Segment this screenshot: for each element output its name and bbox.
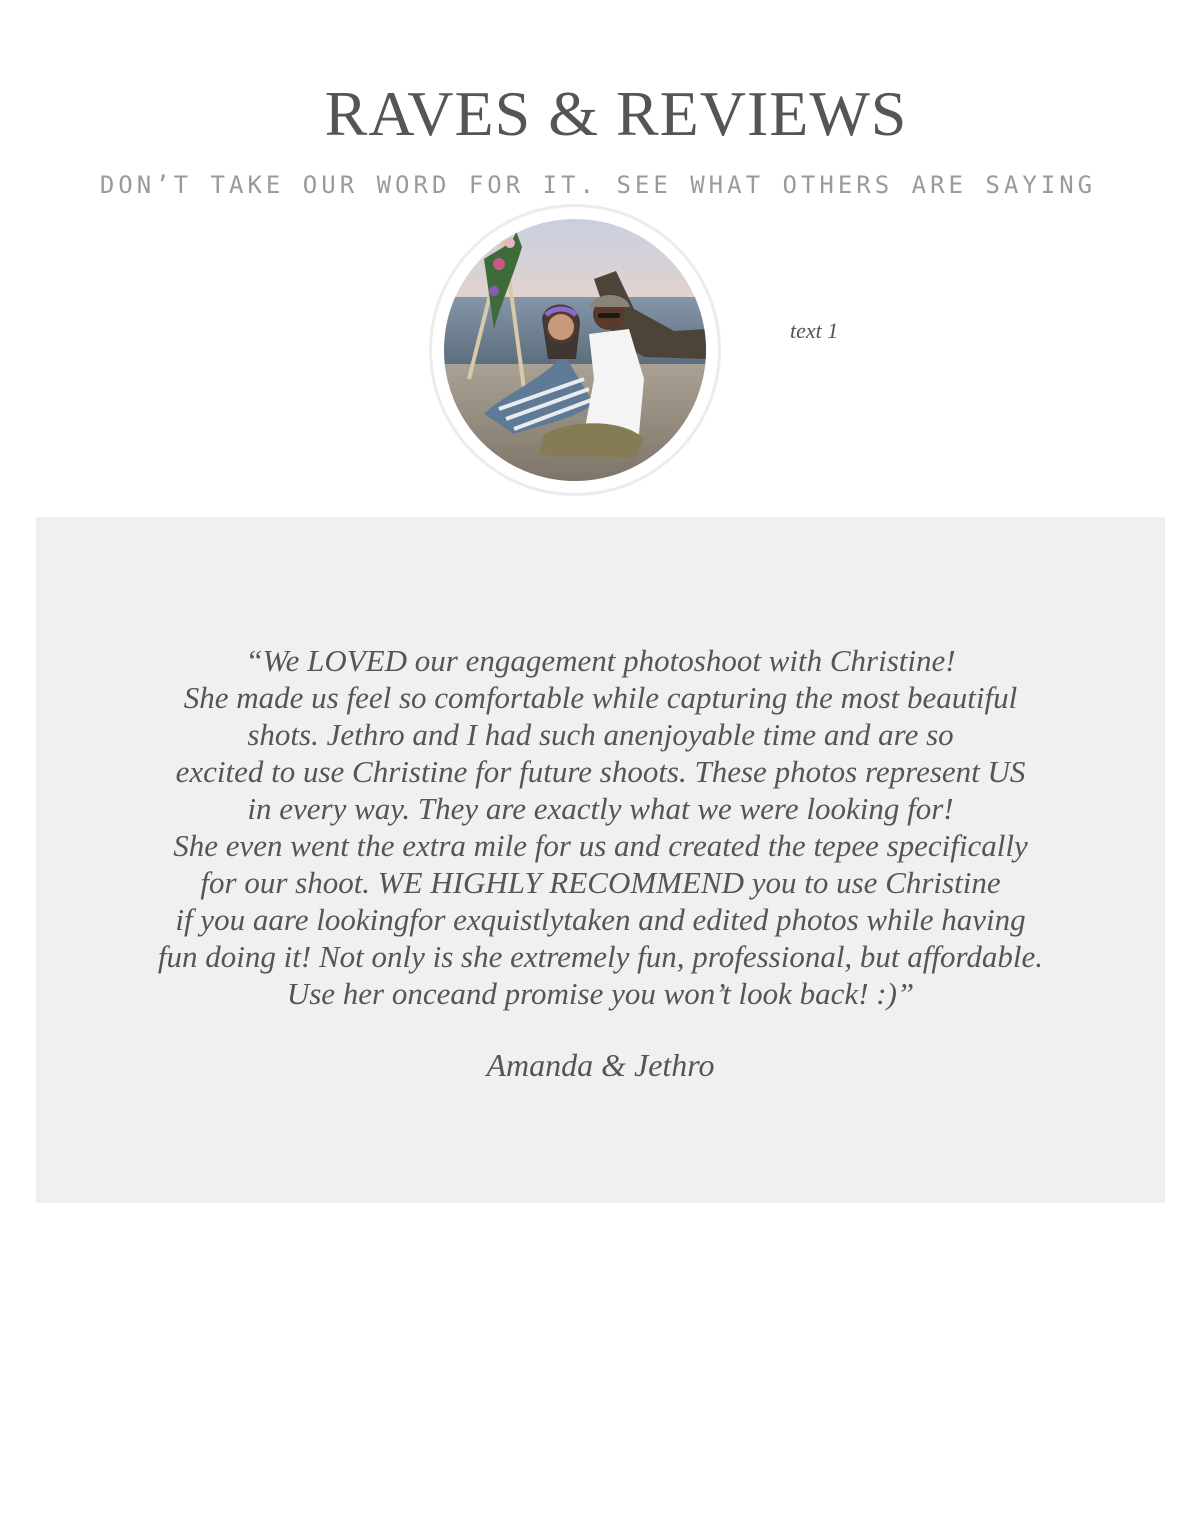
- woman-face-front: [548, 314, 574, 340]
- page-subtitle: DON’T TAKE OUR WORD FOR IT. SEE WHAT OTHERS ARE SAYING: [99, 171, 1097, 199]
- portrait-frame: [432, 207, 718, 493]
- review-quote-line: She made us feel so comfortable while capturing the most beautiful: [183, 680, 1018, 715]
- review-author: Amanda & Jethro: [486, 1047, 715, 1083]
- flower: [489, 286, 499, 296]
- review-quote-line: “We LOVED our engagement photoshoot with Christine!: [245, 643, 956, 678]
- review-quote-line: She even went the extra mile for us and created the tepee specifically: [173, 828, 1028, 863]
- review-quote-line: shots. Jethro and I had such anenjoyable time and are so: [247, 717, 954, 752]
- flower: [505, 238, 515, 248]
- page-title: RAVES & REVIEWS: [324, 78, 908, 149]
- review-quote-line: excited to use Christine for future shoots. These photos represent US: [175, 754, 1026, 789]
- review-quote: [36, 642, 1165, 1012]
- flower: [493, 258, 505, 270]
- testimonial-side-caption: text 1: [790, 318, 839, 343]
- review-quote-line: for our shoot. WE HIGHLY RECOMMEND you to use Christine: [200, 865, 1001, 900]
- review-quote-line: if you aare lookingfor exquistlytaken and edited photos while having: [175, 902, 1026, 937]
- man-glasses: [598, 313, 620, 318]
- portrait-illustration: [444, 219, 706, 481]
- review-quote-line: fun doing it! Not only is she extremely fun, professional, but affordable.: [157, 939, 1044, 974]
- review-panel: [36, 517, 1165, 1203]
- review-quote-line: Use her onceand promise you won’t look back! :)”: [286, 976, 915, 1011]
- couple-portrait-photo: [444, 219, 706, 481]
- review-quote-line: in every way. They are exactly what we were looking for!: [247, 791, 954, 826]
